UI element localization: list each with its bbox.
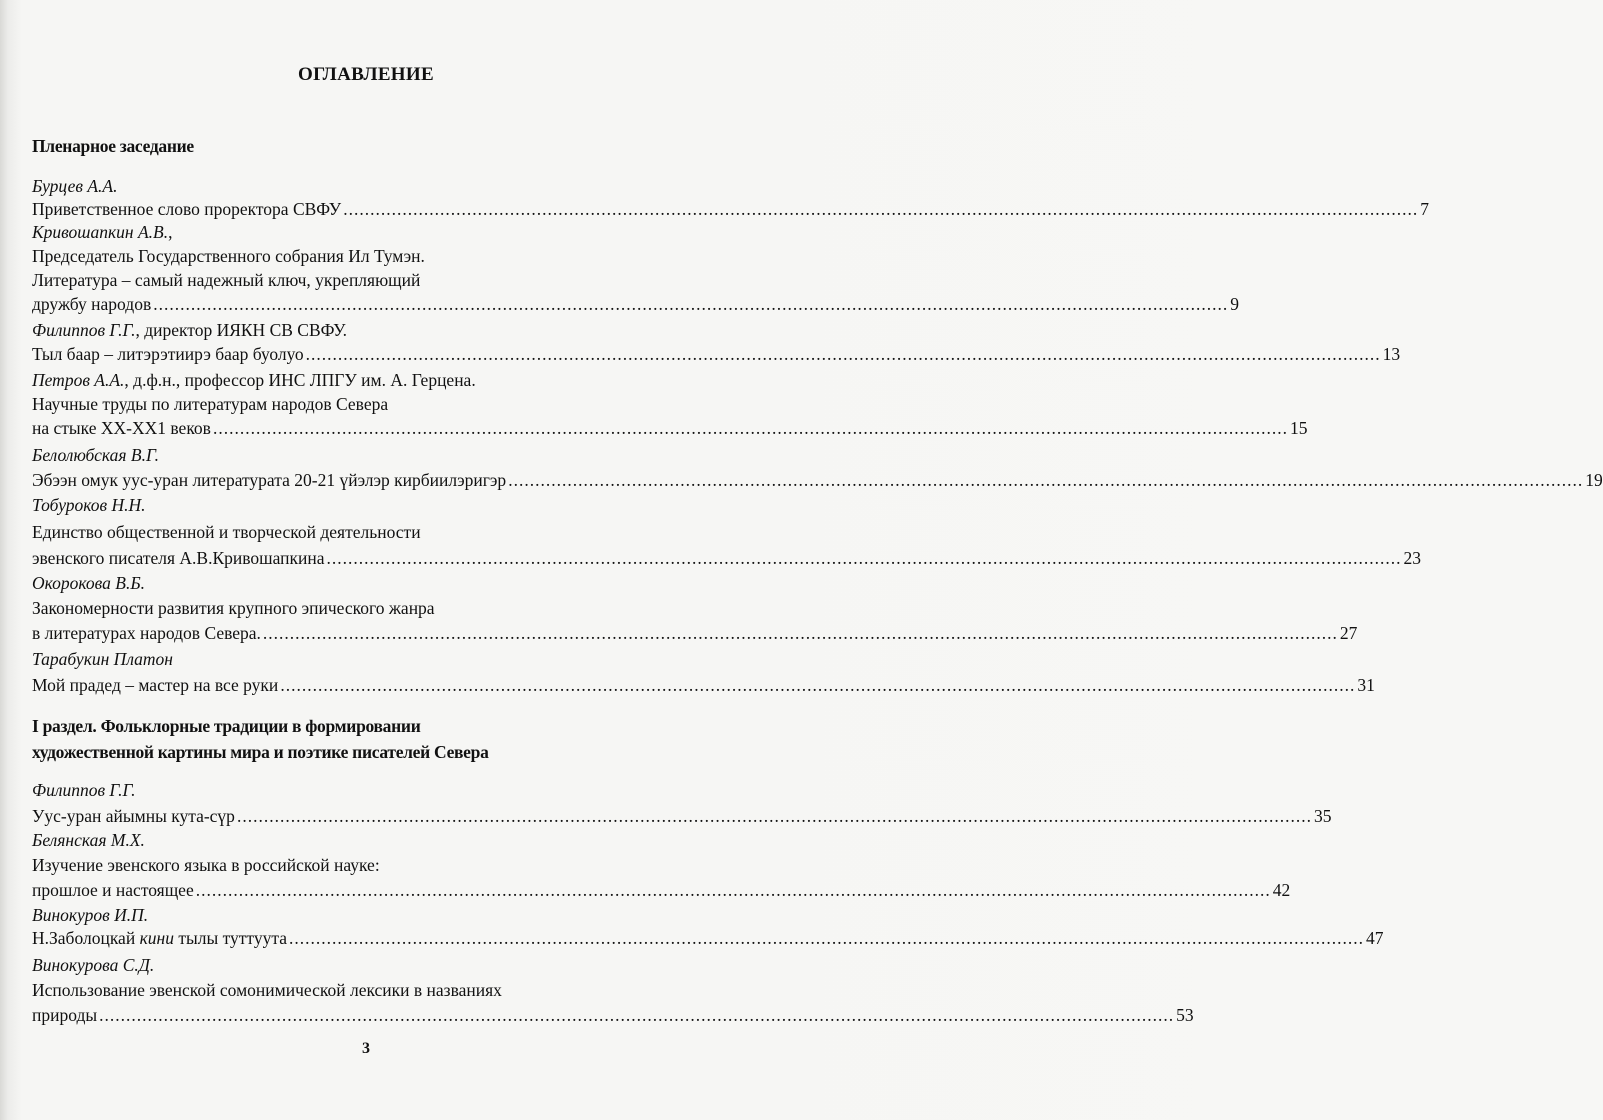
entry-title-text: Председатель Государственного собрания Ил Тумэн. bbox=[32, 246, 425, 266]
toc-entry-author bbox=[32, 369, 656, 391]
page-title: ОГЛАВЛЕНИЕ bbox=[298, 64, 434, 85]
author-affiliation: , директор ИЯКН СВ СВФУ. bbox=[135, 320, 348, 340]
section-heading: I раздел. Фольклорные традиции в формировании bbox=[32, 716, 421, 736]
page-ref: 9 bbox=[1230, 294, 1239, 314]
entry-title-text: природы bbox=[32, 1005, 98, 1025]
author-name: Белянская М.Х. bbox=[32, 830, 145, 850]
section-heading: Пленарное заседание bbox=[32, 136, 194, 156]
toc-entry-title-line bbox=[32, 979, 656, 1001]
toc-entry-title-line bbox=[32, 393, 656, 415]
toc-entry-title-line bbox=[32, 521, 656, 543]
toc-entry-title-line bbox=[32, 927, 1384, 949]
entry-title-text: Литература – самый надежный ключ, укрепляющий bbox=[32, 270, 421, 290]
toc-entry-author bbox=[32, 444, 656, 466]
dot-leader: ........................................................................................................................................................................................................ bbox=[343, 199, 1419, 219]
toc-entry-author bbox=[32, 904, 656, 926]
dot-leader: ........................................................................................................................................................................................................ bbox=[153, 294, 1229, 314]
entry-title-text: Мой прадед – мастер на все руки bbox=[32, 675, 279, 695]
dot-leader: ........................................................................................................................................................................................................ bbox=[305, 344, 1381, 364]
author-name: Филиппов Г.Г. bbox=[32, 780, 136, 800]
page-number: 3 bbox=[362, 1040, 370, 1057]
author-name: Тобуроков Н.Н. bbox=[32, 495, 146, 515]
page-ref: 13 bbox=[1382, 344, 1401, 364]
toc-entry-author bbox=[32, 175, 656, 197]
toc-entry-author bbox=[32, 572, 656, 594]
author-name: Филиппов Г.Г. bbox=[32, 320, 136, 340]
dot-leader: ........................................................................................................................................................................................................ bbox=[508, 470, 1584, 490]
dot-leader: ........................................................................................................................................................................................................ bbox=[99, 1005, 1175, 1025]
toc-entry-title-line bbox=[32, 469, 1603, 491]
author-name: Винокурова С.Д. bbox=[32, 955, 155, 975]
dot-leader: ........................................................................................................................................................................................................ bbox=[236, 806, 1312, 826]
toc-entry-title-line bbox=[32, 674, 1375, 696]
page-ref: 15 bbox=[1289, 418, 1308, 438]
page-ref: 42 bbox=[1272, 880, 1291, 900]
section-heading: художественной картины мира и поэтике писателей Севера bbox=[32, 742, 489, 762]
author-name: Тарабукин Платон bbox=[32, 649, 173, 669]
entry-title-text: эвенского писателя А.В.Кривошапкина bbox=[32, 548, 325, 568]
toc-entry-title-line bbox=[32, 198, 1429, 220]
entry-title-text: Н.Заболоцкай кини тылы туттуута bbox=[32, 928, 287, 948]
entry-title-text: в литературах народов Севера. bbox=[32, 623, 261, 643]
entry-title-text: Научные труды по литературам народов Севера bbox=[32, 394, 389, 414]
author-name: Петров А.А. bbox=[32, 370, 125, 390]
page-ref: 7 bbox=[1420, 199, 1429, 219]
entry-title-text: Приветственное слово проректора СВФУ bbox=[32, 199, 342, 219]
toc-entry-author bbox=[32, 221, 656, 243]
dot-leader: ........................................................................................................................................................................................................ bbox=[288, 928, 1364, 948]
page-ref: 35 bbox=[1313, 806, 1332, 826]
toc-entry-author bbox=[32, 319, 656, 341]
author-name: Окорокова В.Б. bbox=[32, 573, 146, 593]
author-name: Белолюбская В.Г. bbox=[32, 445, 159, 465]
toc-entry-title-line bbox=[32, 547, 1422, 569]
entry-title-text: Использование эвенской сомонимической лексики в названиях bbox=[32, 980, 502, 1000]
toc-entry-title-line bbox=[32, 879, 1291, 901]
dot-leader: ........................................................................................................................................................................................................ bbox=[280, 675, 1356, 695]
toc-entry-title-line bbox=[32, 1004, 1194, 1026]
entry-title-text: Закономерности развития крупного эпического жанра bbox=[32, 598, 435, 618]
entry-title-text: на стыке ХХ-ХХ1 веков bbox=[32, 418, 211, 438]
toc-entry-title-line bbox=[32, 269, 656, 291]
author-name: Кривошапкин А.В. bbox=[32, 222, 169, 242]
page-ref: 27 bbox=[1339, 623, 1358, 643]
toc-entry-author bbox=[32, 494, 656, 516]
toc-entry-title-line bbox=[32, 854, 656, 876]
toc-entry-title-line bbox=[32, 622, 1358, 644]
page-ref: 47 bbox=[1365, 928, 1384, 948]
entry-title-text: Тыл баар – литэрэтиирэ баар буолуо bbox=[32, 344, 304, 364]
toc-entry-author bbox=[32, 648, 656, 670]
toc-entry-title-line bbox=[32, 417, 1308, 439]
entry-title-text: Единство общественной и творческой деятельности bbox=[32, 522, 421, 542]
author-affiliation: , bbox=[168, 222, 173, 242]
toc-entry-author bbox=[32, 829, 656, 851]
dot-leader: ........................................................................................................................................................................................................ bbox=[195, 880, 1271, 900]
toc-entry-author bbox=[32, 954, 656, 976]
page-ref: 19 bbox=[1585, 470, 1603, 490]
page-ref: 23 bbox=[1403, 548, 1422, 568]
toc-entry-title-line bbox=[32, 343, 1401, 365]
entry-title-text: Уус-уран айымны кута-сүр bbox=[32, 806, 235, 826]
toc-entry-title-line bbox=[32, 245, 656, 267]
author-name: Винокуров И.П. bbox=[32, 905, 149, 925]
dot-leader: ........................................................................................................................................................................................................ bbox=[326, 548, 1402, 568]
dot-leader: ........................................................................................................................................................................................................ bbox=[262, 623, 1338, 643]
dot-leader: ........................................................................................................................................................................................................ bbox=[212, 418, 1288, 438]
page-ref: 53 bbox=[1176, 1005, 1194, 1025]
entry-title-text: прошлое и настоящее bbox=[32, 880, 194, 900]
entry-title-text: Изучение эвенского языка в российской науке: bbox=[32, 855, 380, 875]
toc-entry-title-line bbox=[32, 597, 656, 619]
toc-entry-author bbox=[32, 779, 656, 801]
author-affiliation: , д.ф.н., профессор ИНС ЛПГУ им. А. Герцена. bbox=[124, 370, 476, 390]
page-ref: 31 bbox=[1357, 675, 1375, 695]
entry-title-text: Эбээн омук уус-уран литературата 20-21 үйэлэр кирбиилэригэр bbox=[32, 470, 507, 490]
entry-title-text: дружбу народов bbox=[32, 294, 152, 314]
toc-entry-title-line bbox=[32, 805, 1332, 827]
author-name: Бурцев А.А. bbox=[32, 176, 118, 196]
toc-entry-title-line bbox=[32, 293, 1239, 315]
